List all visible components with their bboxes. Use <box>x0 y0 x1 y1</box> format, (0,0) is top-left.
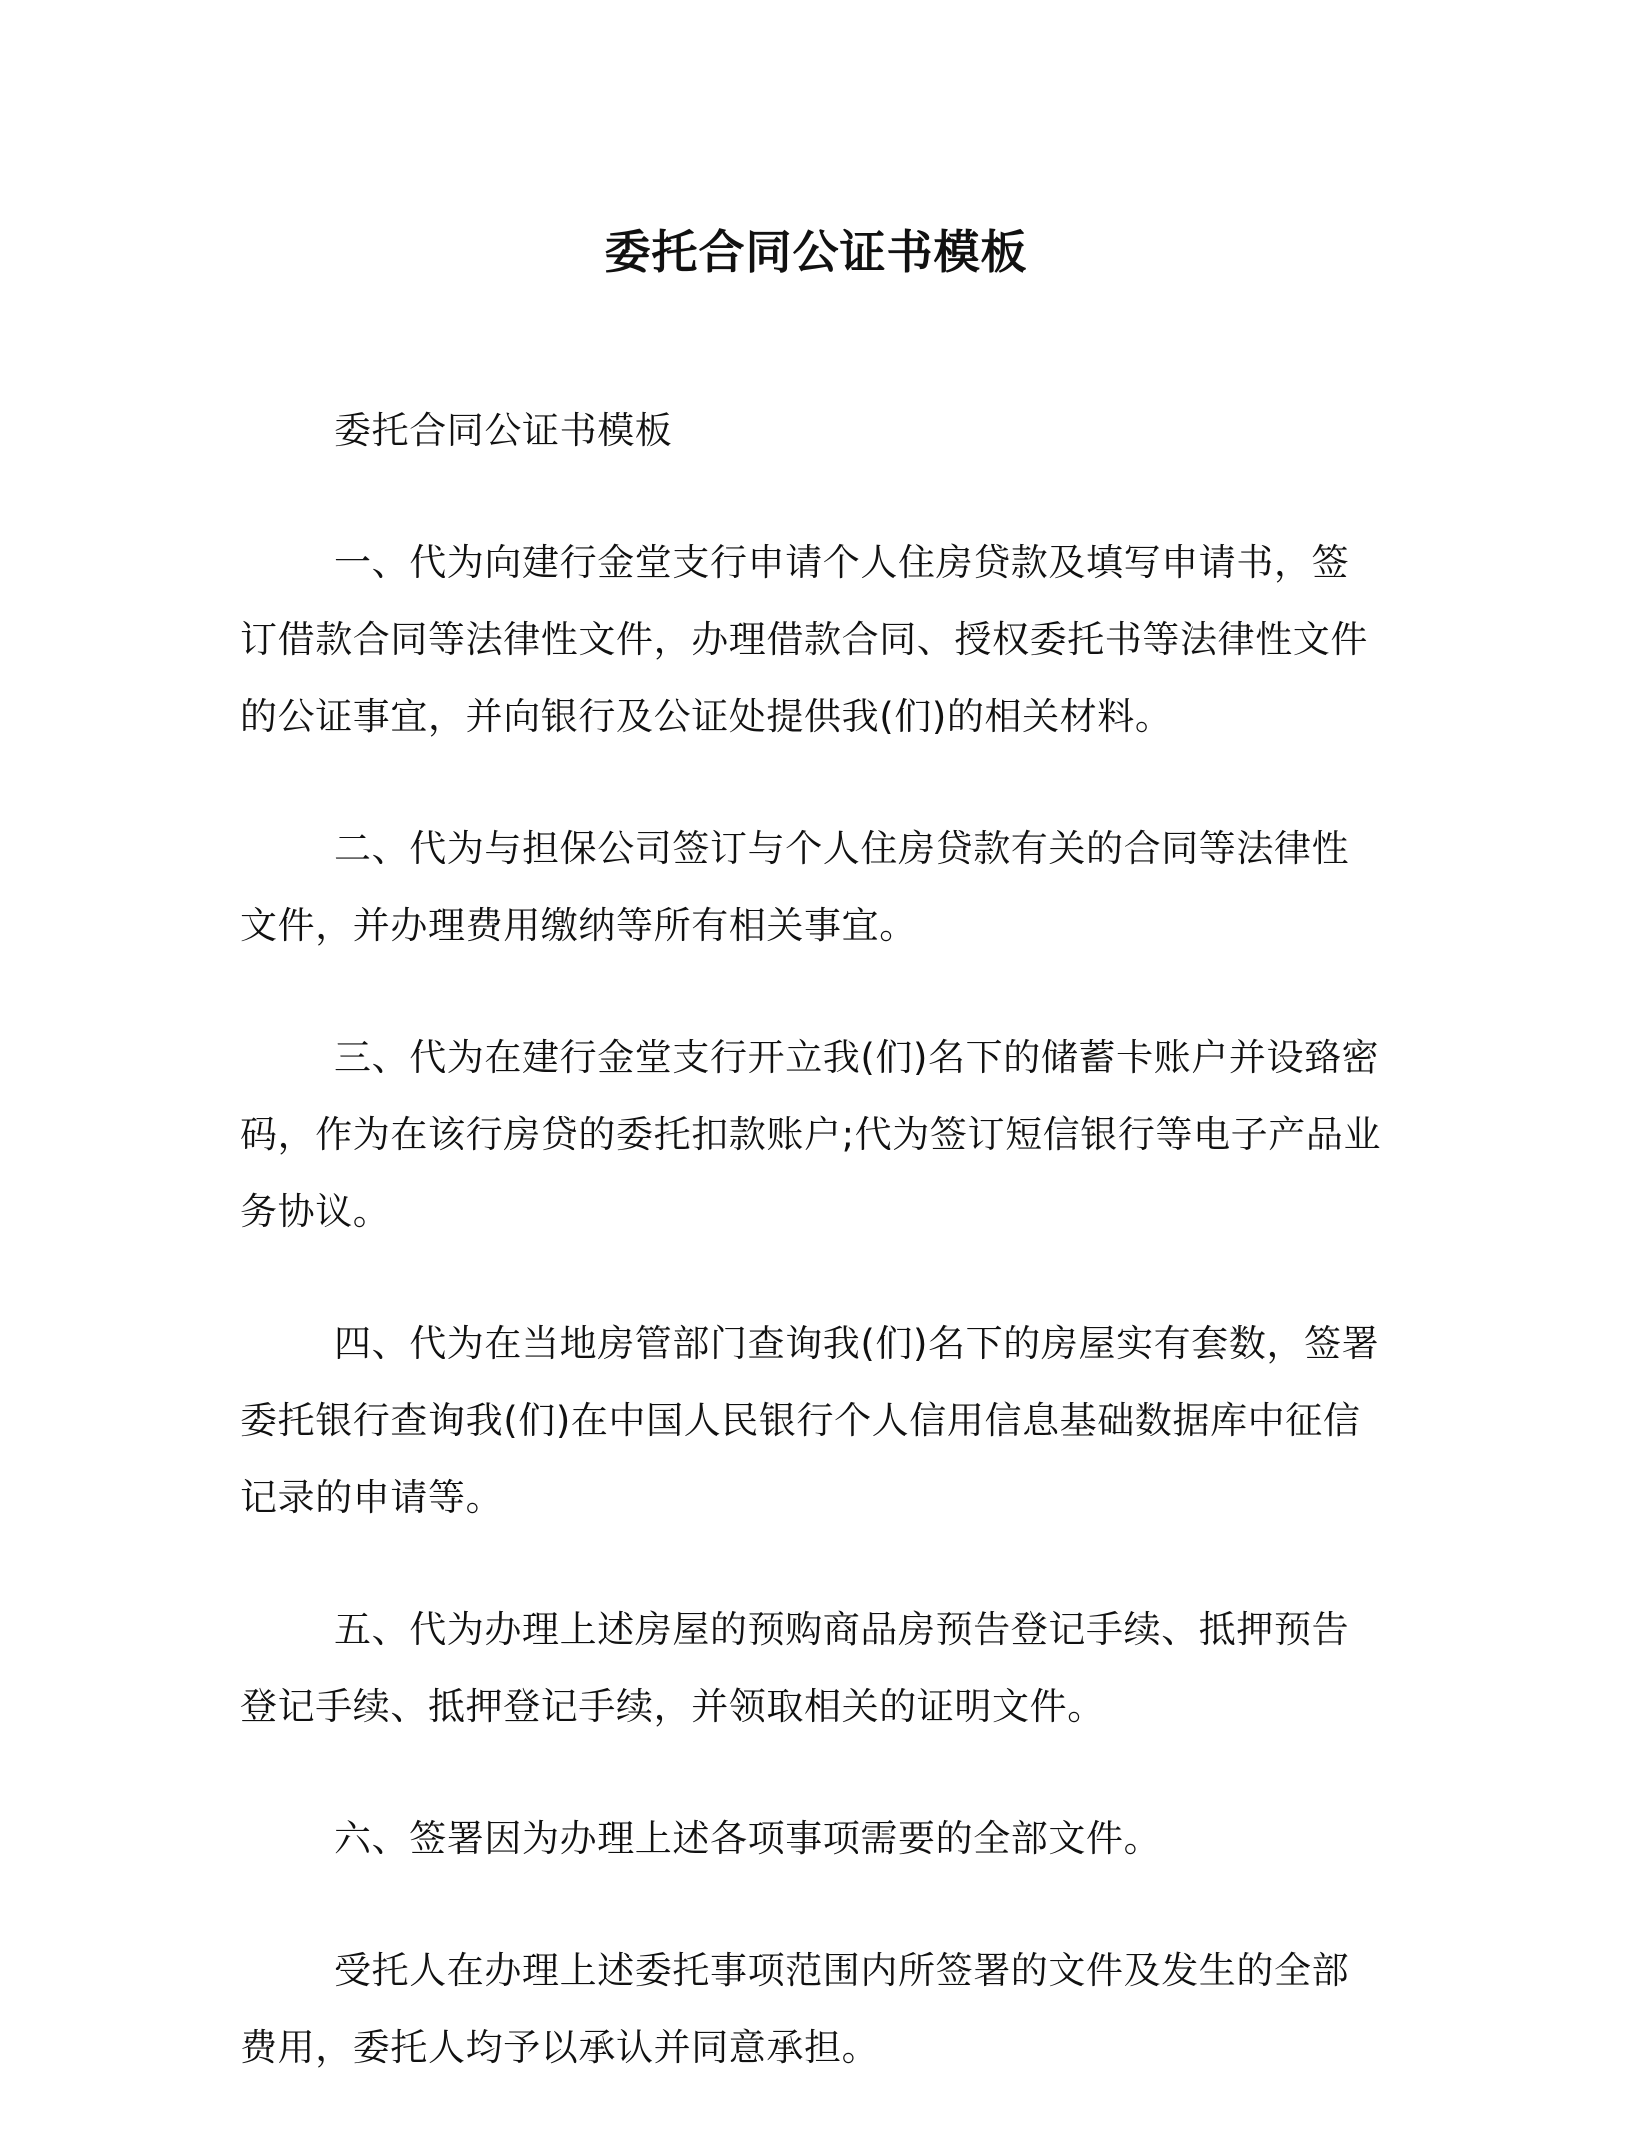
document-body <box>240 392 1382 2141</box>
paragraph-subtitle: 委托合同公证书模板 <box>334 409 673 452</box>
paragraph-clause-4: 四、代为在当地房管部门查询我(们)名下的房屋实有套数，签署委托银行查询我(们)在中国人民银行个人信用信息基础数据库中征信记录的申请等。 <box>240 1322 1380 1519</box>
paragraph-closing: 受托人在办理上述委托事项范围内所签署的文件及发生的全部费用，委托人均予以承认并同意承担。 <box>240 1949 1350 2069</box>
paragraph-clause-3: 三、代为在建行金堂支行开立我(们)名下的储蓄卡账户并设臵密码，作为在该行房贷的委托扣款账户;代为签订短信银行等电子产品业务协议。 <box>240 1036 1382 1233</box>
document-title: 委托合同公证书模板 <box>604 225 1028 279</box>
paragraph-clause-2: 二、代为与担保公司签订与个人住房贷款有关的合同等法律性文件，并办理费用缴纳等所有相关事宜。 <box>240 827 1350 947</box>
paragraph-clause-5: 五、代为办理上述房屋的预购商品房预告登记手续、抵押预告登记手续、抵押登记手续，并领取相关的证明文件。 <box>240 1608 1350 1728</box>
paragraph-clause-6: 六、签署因为办理上述各项事项需要的全部文件。 <box>334 1817 1162 1860</box>
paragraph-clause-1: 一、代为向建行金堂支行申请个人住房贷款及填写申请书，签订借款合同等法律性文件，办理借款合同、授权委托书等法律性文件的公证事宜，并向银行及公证处提供我(们)的相关材料。 <box>240 541 1368 738</box>
